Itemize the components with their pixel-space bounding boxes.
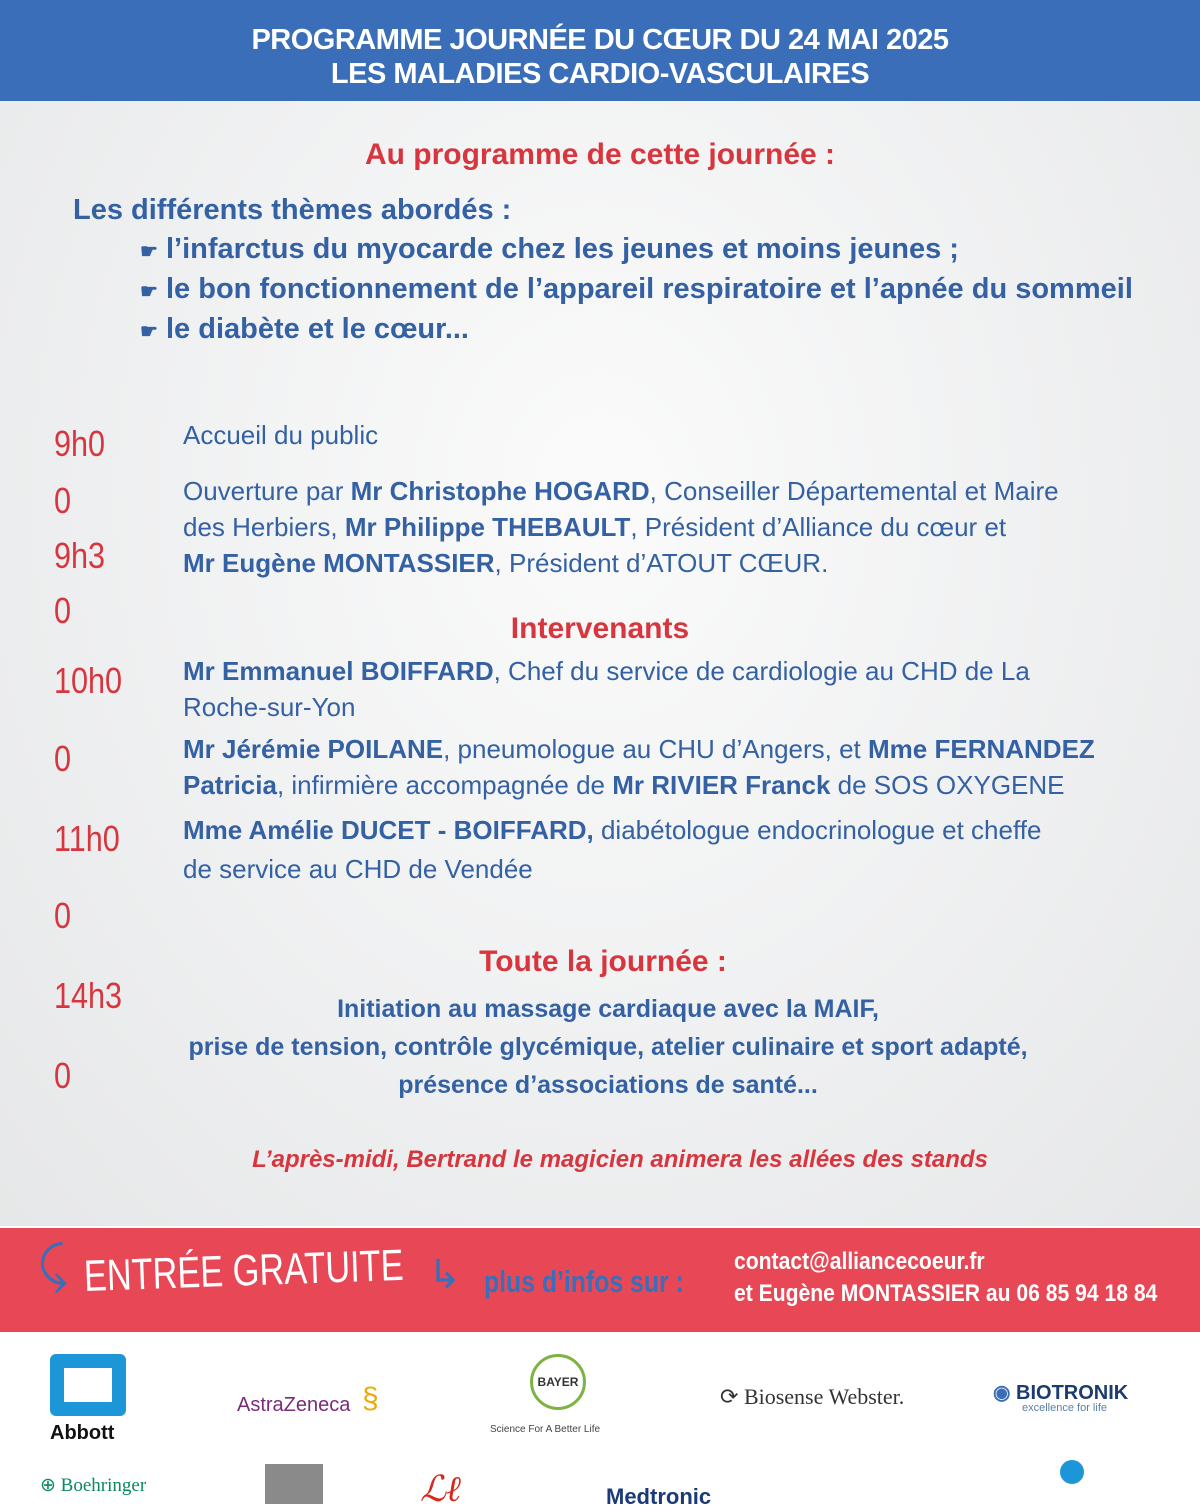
theme-text: le bon fonctionnement de l’appareil respiratoire et l’apnée du sommeil: [166, 273, 1133, 305]
biosense-logo: [720, 1384, 904, 1410]
theme-item: [140, 313, 469, 346]
curved-arrow-icon: ⤹: [38, 1237, 68, 1293]
text: , Président d’ATOUT CŒUR.: [494, 548, 829, 578]
theme-text: le diabète et le cœur...: [166, 313, 469, 345]
pointing-hand-icon: ☛: [140, 281, 158, 303]
text: , infirmière accompagnée de: [276, 770, 613, 800]
time-label: 9h3: [54, 535, 106, 576]
text: Roche-sur-Yon: [183, 692, 356, 722]
speaker-entry: [183, 653, 1030, 725]
speaker-name: Mr Eugène MONTASSIER: [183, 548, 495, 578]
magician-note: L’après-midi, Bertrand le magicien animera les allées des stands: [252, 1146, 988, 1173]
allday-title: Toute la journée :: [479, 945, 727, 978]
header-subtitle: LES MALADIES CARDIO-VASCULAIRES: [330, 58, 870, 90]
time-label: 10h0: [54, 660, 123, 701]
text: de service au CHD de Vendée: [183, 854, 533, 884]
sponsor-logo-f-icon: [265, 1464, 323, 1504]
biosense-name: Biosense Webster.: [743, 1384, 905, 1409]
speaker-name: Mme Amélie DUCET - BOIFFARD,: [183, 815, 594, 845]
program-title: Au programme de cette journée :: [364, 138, 836, 171]
text: de SOS OXYGENE: [830, 770, 1065, 800]
contact-info: [734, 1246, 1157, 1310]
activity-line: prise de tension, contrôle glycémique, atelier culinaire et sport adapté,: [188, 1033, 1028, 1061]
text: , Conseiller Départemental et Maire: [649, 476, 1059, 506]
pointing-hand-icon: ☛: [140, 241, 158, 263]
pointing-hand-icon: ☛: [140, 321, 158, 343]
biosense-icon: ⟳: [720, 1384, 739, 1409]
text: diabétologue endocrinologue et cheffe: [593, 815, 1042, 845]
free-entry-bar: [0, 1228, 1200, 1332]
contact-email[interactable]: contact@alliancecoeur.fr: [734, 1248, 985, 1275]
themes-label: Les différents thèmes abordés :: [73, 194, 512, 226]
bayer-logo: BAYER: [530, 1354, 586, 1410]
speaker-name: Mr RIVIER Franck: [612, 770, 831, 800]
abbott-logo: Abbott: [50, 1422, 115, 1444]
time-label: 0: [54, 1055, 72, 1096]
activity-line: Initiation au massage cardiaque avec la MAIF,: [337, 995, 879, 1023]
speaker-entry: [183, 811, 1041, 889]
speaker-entry: [183, 731, 1095, 803]
speaker-name: Mr Emmanuel BOIFFARD: [183, 656, 494, 686]
biotronik-name: BIOTRONIK: [1016, 1382, 1129, 1404]
more-info-label: plus d’infos sur :: [484, 1264, 684, 1299]
header-title: PROGRAMME JOURNÉE DU CŒUR DU 24 MAI 2025: [251, 24, 949, 56]
lilly-logo-icon: ℒℓ: [420, 1469, 461, 1509]
boehringer-icon: ⊕: [40, 1475, 56, 1496]
medtronic-logo: Medtronic: [606, 1484, 712, 1509]
astrazeneca-symbol-icon: §: [362, 1382, 379, 1415]
boehringer-name: Boehringer: [60, 1475, 147, 1496]
theme-item: [140, 273, 1133, 306]
opening-text: [183, 473, 1059, 581]
text: des Herbiers,: [183, 512, 345, 542]
astrazeneca-logo: AstraZeneca: [237, 1394, 351, 1416]
text: Ouverture par: [183, 476, 351, 506]
time-label: 0: [54, 738, 72, 779]
time-label: 11h0: [54, 818, 120, 859]
time-label: 0: [54, 895, 72, 936]
speaker-name: Mr Christophe HOGARD: [350, 476, 650, 506]
biotronik-icon: ◉: [993, 1382, 1011, 1404]
theme-text: l’infarctus du myocarde chez les jeunes et moins jeunes ;: [166, 233, 959, 265]
allday-activities: [0, 990, 1200, 1104]
accueil-text: Accueil du public: [183, 420, 379, 450]
theme-item: [140, 233, 959, 266]
activity-line: présence d’associations de santé...: [398, 1071, 818, 1099]
speaker-name: Mme FERNANDEZ: [868, 734, 1095, 764]
biotronik-tagline: excellence for life: [1022, 1402, 1107, 1414]
contact-phone: et Eugène MONTASSIER au 06 85 94 18 84: [734, 1280, 1158, 1307]
text: , Chef du service de cardiologie au CHD de La: [493, 656, 1030, 686]
speaker-name: Mr Jérémie POILANE: [183, 734, 444, 764]
boehringer-logo: [40, 1474, 146, 1497]
text: , Président d’Alliance du cœur et: [630, 512, 1007, 542]
intervenants-title: Intervenants: [510, 612, 690, 645]
time-label: 0: [54, 590, 72, 631]
speaker-name: Patricia: [183, 770, 277, 800]
curved-arrow-icon: ↳: [428, 1253, 462, 1297]
header-banner: [0, 0, 1200, 101]
text: , pneumologue au CHU d’Angers, et: [443, 734, 869, 764]
time-label: 14h3: [54, 975, 123, 1016]
free-entry-label: ENTRÉE GRATUITE: [83, 1240, 405, 1301]
time-label: 0: [54, 480, 72, 521]
abbott-logo-icon: [50, 1354, 126, 1416]
bayer-tagline: Science For A Better Life: [490, 1424, 601, 1435]
sponsor-logos: [0, 1332, 1200, 1509]
speaker-name: Mr Philippe THEBAULT: [344, 512, 631, 542]
sponsor-mascot-icon: [1060, 1460, 1084, 1484]
time-label: 9h0: [54, 423, 106, 464]
